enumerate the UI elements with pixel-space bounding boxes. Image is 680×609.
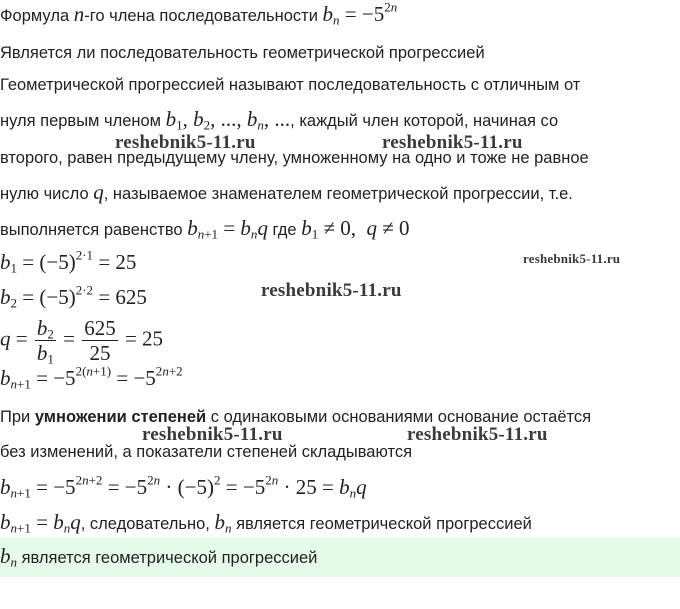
eq-b2: $b_2 = (-5)^{2\cdot 2} = 625$ <box>0 282 147 311</box>
rule-line-1: При умножении степеней с одинаковыми основаниями основание остаётся <box>0 408 592 426</box>
rule-line-2: без изменений, а показатели степеней складываются <box>0 443 413 461</box>
eq-q: q = $\frac{b_2}{b_1}$ = $\frac{625}{25}$ = 25 <box>0 316 164 367</box>
watermark: reshebnik5-11.ru <box>261 280 402 301</box>
watermark: reshebnik5-11.ru <box>115 132 256 153</box>
definition-line-1: Геометрической прогрессией называют последовательность с отличным от <box>0 76 581 94</box>
eq-bn1: $b_{n+1} = -5^{2(n+1)} = -5^{2n+2}$ <box>0 363 183 392</box>
definition-line-2: нуля первым членом $b_1$, $b_2$, ..., $b_n$, ..., каждый член которой, начиная со <box>0 107 559 133</box>
definition-line-5: выполняется равенство $b_{n+1} = b_nq$ где $b_1 \ne 0$, q ≠ 0 <box>0 216 410 242</box>
answer-line: $b_n$ является геометрической прогрессией <box>0 544 318 570</box>
question-text: Является ли последовательность геометрической прогрессией <box>0 44 485 62</box>
conclusion-line: $b_{n+1} = b_nq$, следовательно, $b_n$ является геометрической прогрессией <box>0 510 532 536</box>
definition-line-4: нулю число q, называемое знаменателем геометрической прогрессии, т.е. <box>0 180 573 204</box>
eq-chain: $b_{n+1} = -5^{2n+2} = -5^{2n} \cdot (-5)^2 = -5^{2n} \cdot 25 = b_nq$ <box>0 472 367 501</box>
watermark: reshebnik5-11.ru <box>382 132 523 153</box>
definition-line-3: второго, равен предыдущему члену, умноженному на одно и тоже не равное <box>0 149 589 167</box>
eq-b1: $b_1 = (-5)^{2\cdot 1} = 25$ <box>0 247 137 276</box>
watermark: reshebnik5-11.ru <box>523 251 621 266</box>
watermark: reshebnik5-11.ru <box>407 424 548 445</box>
watermark: reshebnik5-11.ru <box>142 424 283 445</box>
formula-line: Формула n-го члена последовательности $b_n = -5^{2n}$ <box>0 0 398 28</box>
